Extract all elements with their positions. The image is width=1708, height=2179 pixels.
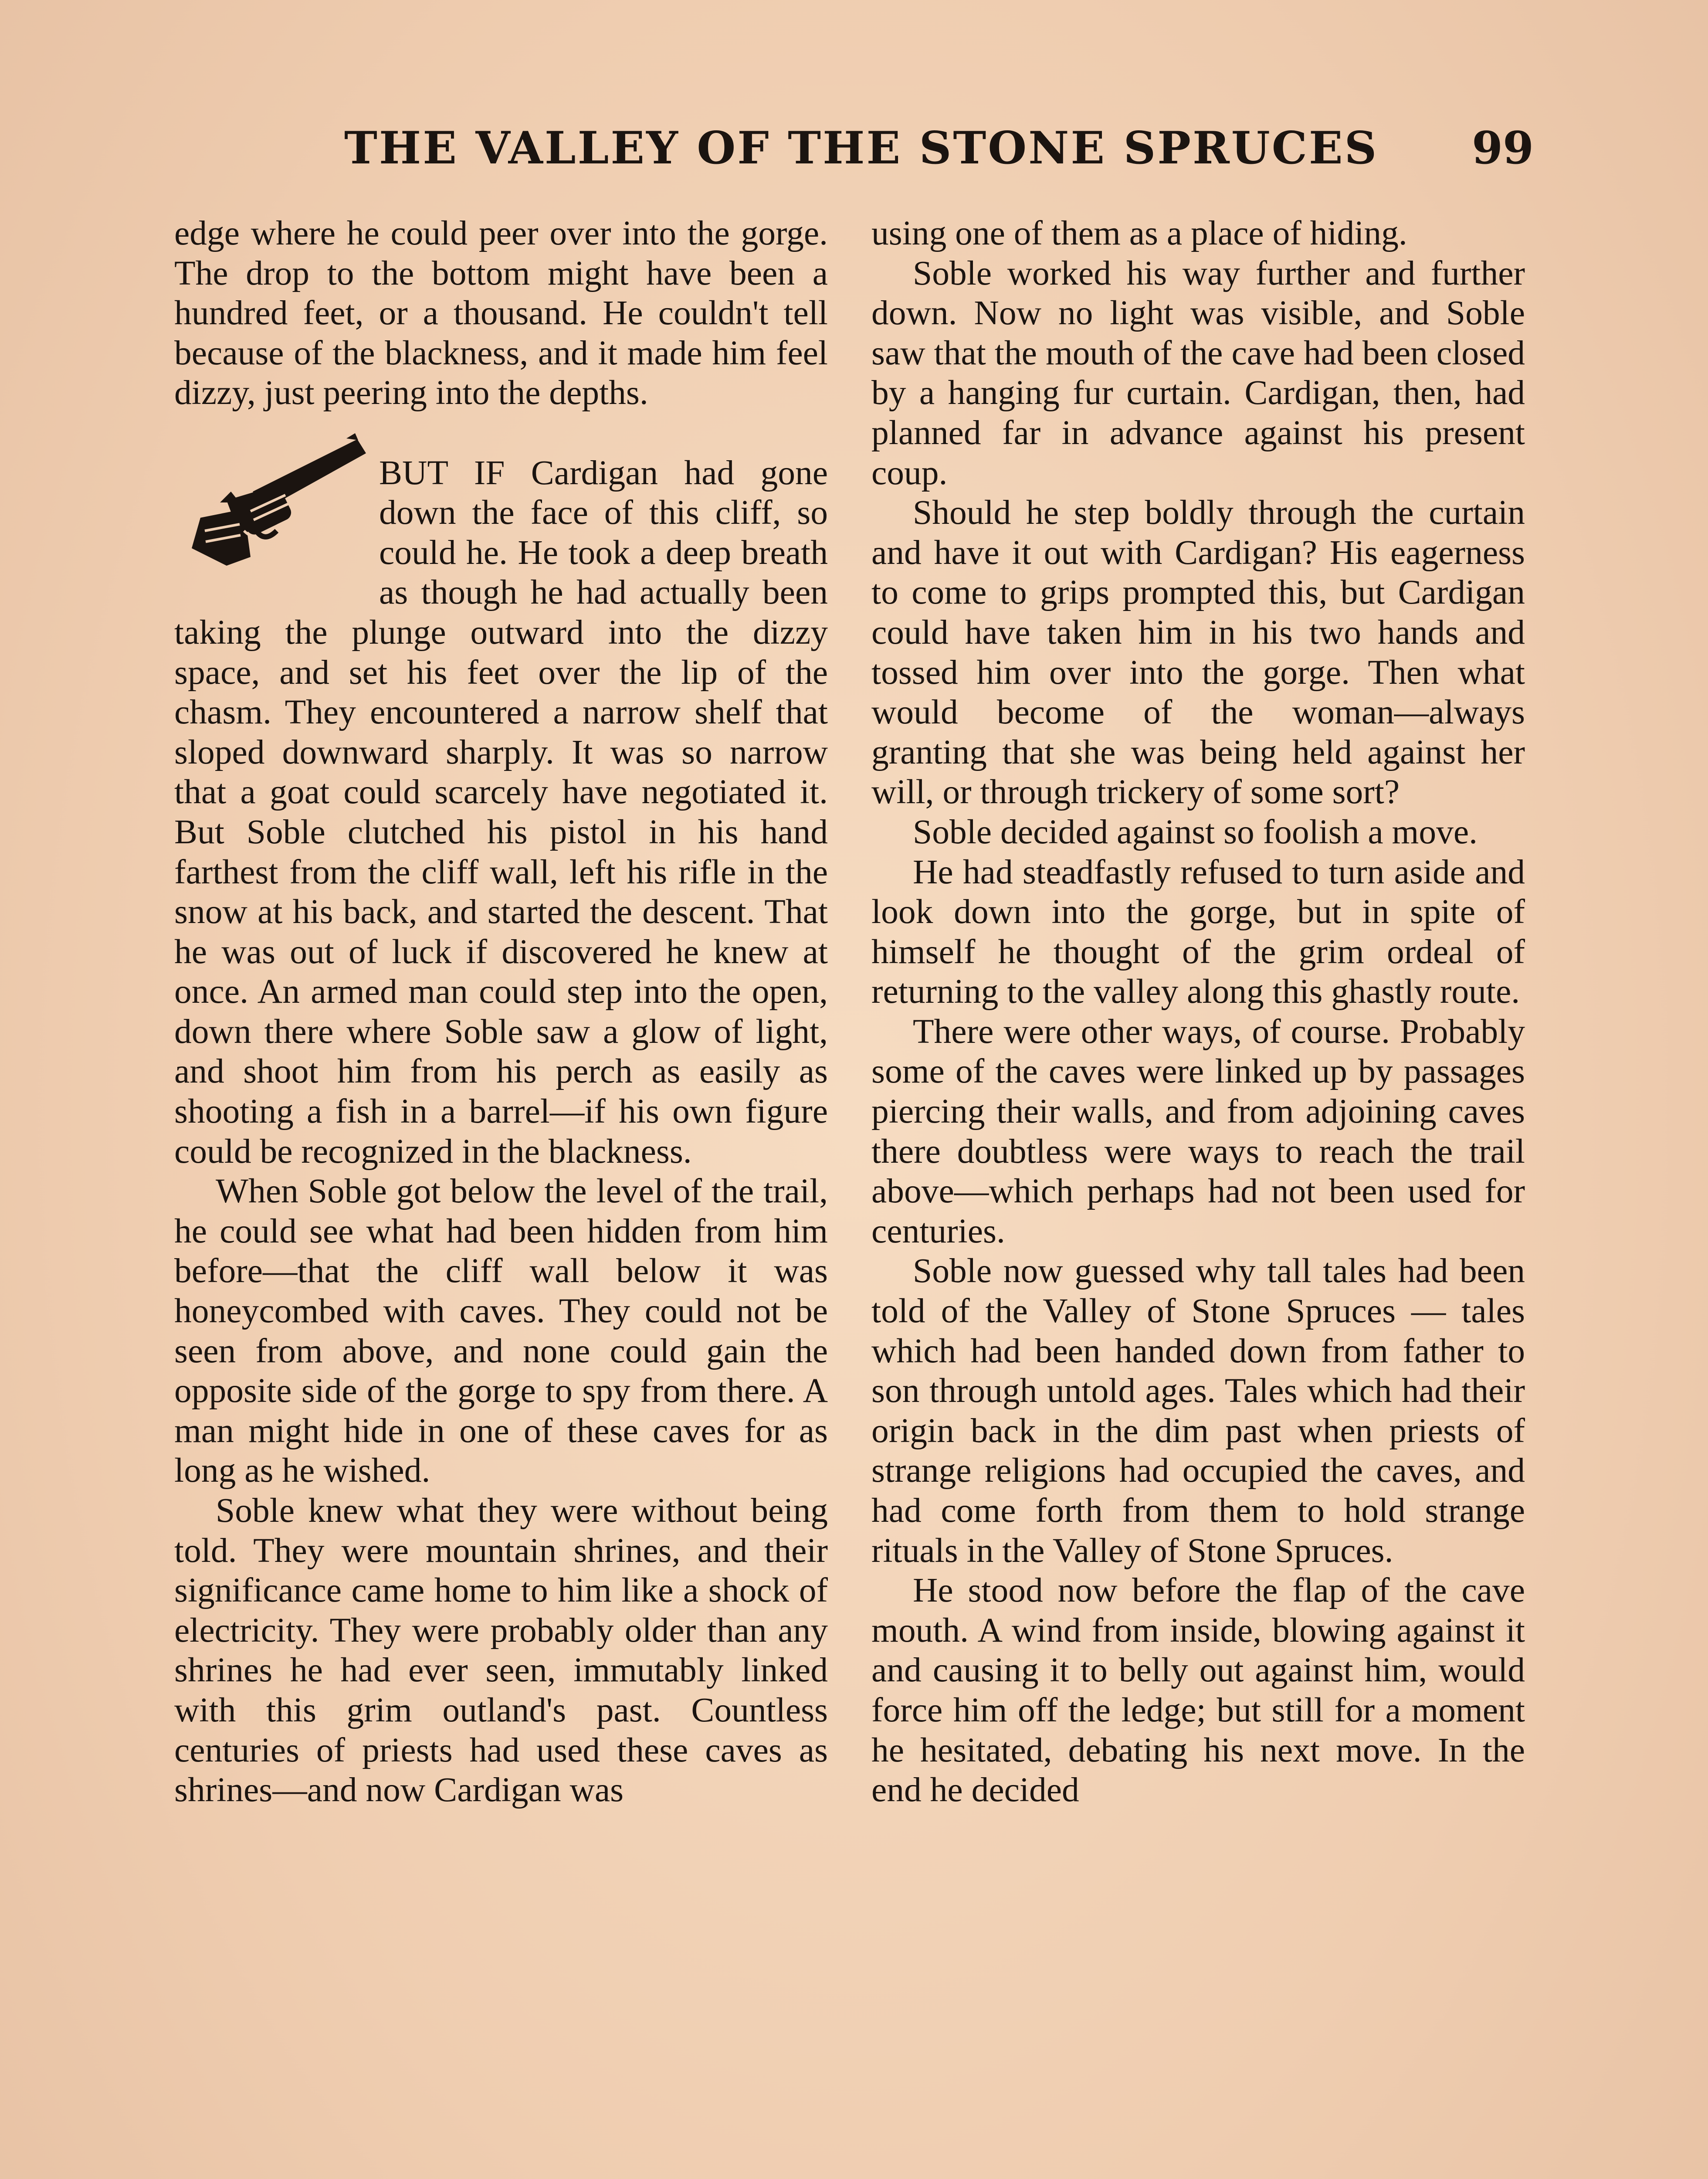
paragraph: There were other ways, of course. Probably some of the caves were linked up by passages piercing their walls, and from adjoining caves there doubtless were ways to reach the trail above—which perhaps had not been used for centuries. xyxy=(871,1012,1525,1250)
paragraph: Soble worked his way further and further down. Now no light was visible, and Soble saw that the mouth of the cave had been closed by a hanging fur curtain. Cardigan, then, had planned far in advance against his present coup. xyxy=(871,254,1525,492)
pistol-icon xyxy=(174,413,375,609)
paragraph: Soble now guessed why tall tales had been told of the Valley of Stone Spruces — tales which had been handed down from father to son through untold ages. Tales which had their origin back in the dim past when priests of strange religions had occupied the caves, and had come forth from them to hold strange rituals in the Valley of Stone Spruces. xyxy=(871,1252,1525,1570)
paragraph: Should he step boldly through the curtain and have it out with Cardigan? His eagerness to come to grips prompted this, but Cardigan could have taken him in his two hands and tossed him over into the gorge. Then what would become of the woman—always granting that she was being held against her will, or through trickery of some sort? xyxy=(871,493,1525,811)
paragraph: BUT IF Cardigan had gone down the face of this cliff, so could he. He took a deep breath as though he had actually been taking the plunge outward into the dizzy space, and set his feet over the lip of the chasm. They encountered a narrow shelf that sloped downward sharply. It was so narrow that a goat could scarcely have negotiated it. But Soble clutched his pistol in his hand farthest from the cliff wall, left his rifle in the snow at his back, and started the descent. That he was out of luck if discovered he knew at once. An armed man could step into the open, down there where Soble saw a glow of light, and shoot him from his perch as easily as shooting a fish in a barrel—if his own figure could be recognized in the blackness. xyxy=(174,453,828,1171)
pistol-illustration xyxy=(174,426,375,570)
page-number: 99 xyxy=(1472,122,1534,174)
page-header xyxy=(174,122,1534,183)
running-title: THE VALLEY OF THE STONE SPRUCES xyxy=(344,122,1379,174)
paragraph: edge where he could peer over into the gorge. The drop to the bottom might have been a hundred feet, or a thousand. He couldn't tell because of the blackness, and it made him feel dizzy, just peering into the depths. xyxy=(174,214,828,412)
paragraph: He stood now before the flap of the cave mouth. A wind from inside, blowing against it and causing it to belly out against him, would force him off the ledge; but still for a moment he hesitated, debating his next move. In the end he decided xyxy=(871,1571,1525,1809)
paragraph: Soble knew what they were without being told. They were mountain shrines, and their significance came home to him like a shock of electricity. They were probably older than any shrines he had ever seen, immutably linked with this grim outland's past. Countless centuries of priests had used these caves as shrines—and now Cardigan was xyxy=(174,1491,828,1809)
paragraph: Soble decided against so foolish a move. xyxy=(913,812,1478,851)
right-column xyxy=(871,214,1525,1810)
paragraph: When Soble got below the level of the trail, he could see what had been hidden from him before—that the cliff wall below it was honeycombed with caves. They could not be seen from above, and none could gain the opposite side of the gorge to spy from there. A man might hide in one of these caves for as long as he wished. xyxy=(174,1172,828,1490)
paragraph: He had steadfastly refused to turn aside and look down into the gorge, but in spite of himself he thought of the grim ordeal of returning to the valley along this ghastly route. xyxy=(871,852,1525,1011)
paragraph: using one of them as a place of hiding. xyxy=(871,214,1407,252)
left-column xyxy=(174,214,828,1810)
